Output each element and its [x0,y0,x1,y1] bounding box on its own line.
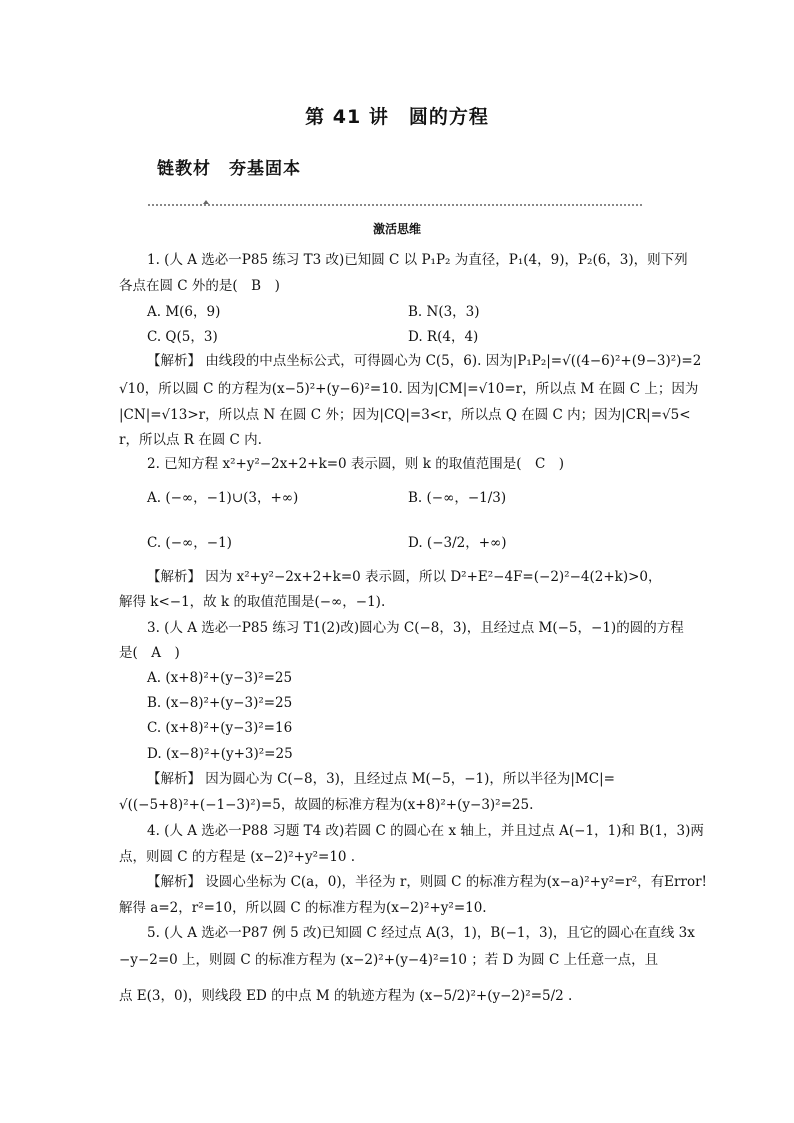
text-line: D. (−3/2，+∞) [408,535,507,551]
text-line: B. (x−8)²+(y−3)²=25 [147,695,293,711]
section-divider [148,200,642,208]
text-line: 1. (人 A 选必一P85 练习 T3 改)已知圆 C 以 P₁P₂ 为直径，P₁(4，9)，P₂(6，3)，则下列 [147,252,688,268]
text-line: B. (−∞，−1/3) [408,490,507,506]
text-line: D. R(4，4) [408,329,479,345]
text-line: √10，所以圆 C 的方程为(x−5)²+(y−6)²=10. 因为|CM|=√10=r，所以点 M 在圆 C 上；因为 [119,381,699,397]
text-line: D. (x−8)²+(y+3)²=25 [147,746,293,762]
text-line: 【解析】 由线段的中点坐标公式，可得圆心为 C(5，6). 因为|P₁P₂|=√((4−6)²+(9−3)²)=2 [147,353,702,369]
text-line: A. (x+8)²+(y−3)²=25 [147,670,293,686]
text-line: |CN|=√13>r，所以点 N 在圆 C 外；因为|CQ|=3<r，所以点 Q 在圆 C 内；因为|CR|=√5< [119,407,691,423]
text-line: 5. (人 A 选必一P87 例 5 改)已知圆 C 经过点 A(3，1)，B(−1，3)，且它的圆心在直线 3x [147,925,695,941]
text-line: 点 E(3，0)，则线段 ED 的中点 M 的轨迹方程为 (x−5/2)²+(y−2)²=5/2 . [119,988,573,1004]
text-line: C. Q(5，3) [147,329,218,345]
text-line: 【解析】 因为 x²+y²−2x+2+k=0 表示圆，所以 D²+E²−4F=(−2)²−4(2+k)>0， [147,569,662,585]
text-line: 4. (人 A 选必一P88 习题 T4 改)若圆 C 的圆心在 x 轴上，并且过点 A(−1，1)和 B(1，3)两 [147,823,704,839]
text-line: 解得 a=2，r²=10，所以圆 C 的标准方程为(x−2)²+y²=10. [119,900,487,916]
divider-marker-icon [203,200,209,204]
text-line: −y−2=0 上，则圆 C 的标准方程为 (x−2)²+(y−4)²=10 ；若 D 为圆 C 上任意一点，且 [119,952,659,968]
divider-line [148,204,642,206]
text-line: B. N(3，3) [408,304,480,320]
text-line: √((−5+8)²+(−1−3)²)=5，故圆的标准方程为(x+8)²+(y−3)²=25. [119,797,534,813]
text-line: 各点在圆 C 外的是( B ) [119,278,280,294]
section-heading: 链教材 夯基固本 [157,159,301,179]
text-line: 2. 已知方程 x²+y²−2x+2+k=0 表示圆，则 k 的取值范围是( C ) [147,456,565,472]
text-line: C. (x+8)²+(y−3)²=16 [147,720,293,736]
text-line: r，所以点 R 在圆 C 内. [119,432,262,448]
text-line: 【解析】 设圆心坐标为 C(a，0)，半径为 r，则圆 C 的标准方程为(x−a)²+y²=r²，有Error! [147,874,707,890]
text-line: 3. (人 A 选必一P85 练习 T1(2)改)圆心为 C(−8，3)，且经过点 M(−5，−1)的圆的方程 [147,620,684,636]
subheading: 激活思维 [372,222,421,236]
page-title: 第 41 讲 圆的方程 [305,106,489,128]
text-line: C. (−∞，−1) [147,535,232,551]
text-line: 解得 k<−1，故 k 的取值范围是(−∞，−1). [119,594,386,610]
text-line: A. (−∞，−1)∪(3，+∞) [147,490,299,506]
text-line: 点，则圆 C 的方程是 (x−2)²+y²=10 . [119,849,356,865]
text-line: 是( A ) [119,645,180,661]
text-line: A. M(6，9) [147,304,221,320]
text-line: 【解析】 因为圆心为 C(−8，3)，且经过点 M(−5，−1)，所以半径为|MC|= [147,771,615,787]
